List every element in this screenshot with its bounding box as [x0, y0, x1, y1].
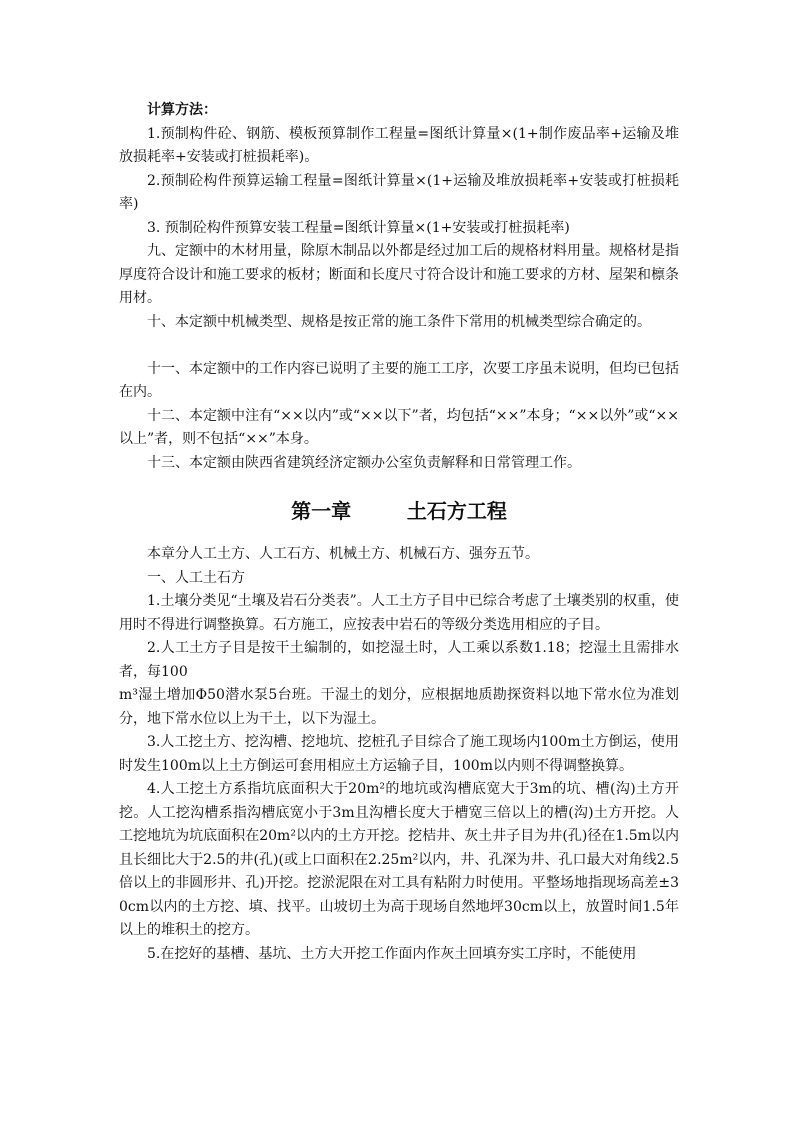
rule-2-part2: m³湿土增加Φ50潜水泵5台班。干湿土的划分，应根据地质勘探资料以地下常水位为准划分，地下常水位以上为干土，以下为湿土。	[119, 687, 679, 727]
calc-item-2: 2.预制砼构件预算运输工程量=图纸计算量×(1+运输及堆放损耗率+安装或打桩损耗率)	[119, 172, 679, 212]
chapter-title: 第一章 土石方工程	[291, 499, 507, 523]
clause-10: 十、本定额中机械类型、规格是按正常的施工条件下常用的机械类型综合确定的。	[147, 313, 651, 330]
calc-item-1: 1.预制构件砼、钢筋、模板预算制作工程量=图纸计算量×(1+制作废品率+运输及堆放损耗率+安装或打桩损耗率)。	[119, 125, 679, 165]
clause-12: 十二、本定额中注有“××以内”或“××以下”者，均包括“××”本身；“××以外”或“××以上”者，则不包括“××”本身。	[119, 407, 679, 447]
rule-4: 4.人工挖土方系指坑底面积大于20m²的地坑或沟槽底宽大于3m的坑、槽(沟)土方开挖。人工挖沟槽系指沟槽底宽小于3m且沟槽长度大于槽宽三倍以上的槽(沟)土方开挖。人工挖地坑为坑底面积在20m²以内的土方开挖。挖桔井、灰土井子目为井(孔)径在1.5m以内且长细比大于2.5的井(孔)(或上口面积在2.25m²以内，井、孔深为井、孔口最大对角线2.5倍以上的非圆形井、孔)开挖。挖淤泥限在对工具有粘附力时使用。平整场地指现场高差±30cm以内的土方挖、填、找平。山坡切土为高于现场自然地坪30cm以上，放置时间1.5年以上的堆积土的挖方。	[119, 781, 679, 938]
rule-2-part1: 2.人工土方子目是按干土编制的，如挖湿土时，人工乘以系数1.18；挖湿土且需排水者，每100	[119, 640, 679, 680]
calc-method-heading: 计算方法：	[147, 102, 217, 118]
rule-5: 5.在挖好的基槽、基坑、土方大开挖工作面内作灰土回填夯实工序时，不能使用	[147, 945, 637, 962]
clause-13: 十三、本定额由陕西省建筑经济定额办公室负责解释和日常管理工作。	[147, 454, 581, 471]
blank-line	[119, 334, 679, 358]
subsection-title: 一、人工土石方	[147, 569, 245, 586]
calc-item-3: 3. 预制砼构件预算安装工程量=图纸计算量×(1+安装或打桩损耗率)	[147, 219, 570, 236]
rule-3: 3.人工挖土方、挖沟槽、挖地坑、挖桩孔子目综合了施工现场内100m土方倒运，使用时发生100m以上土方倒运可套用相应土方运输子目，100m以内则不得调整换算。	[119, 734, 679, 774]
document-body	[119, 99, 679, 966]
rule-1: 1.土壤分类见“土壤及岩石分类表”。人工土方子目中已综合考虑了土壤类别的权重，使用时不得进行调整换算。石方施工，应按表中岩石的等级分类选用相应的子目。	[119, 593, 679, 633]
clause-11: 十一、本定额中的工作内容已说明了主要的施工工序，次要工序虽未说明，但均已包括在内。	[119, 360, 679, 400]
clause-9: 九、定额中的木材用量，除原木制品以外都是经过加工后的规格材料用量。规格材是指厚度符合设计和施工要求的板材；断面和长度尺寸符合设计和施工要求的方材、屋架和檩条用材。	[119, 243, 679, 306]
chapter-intro: 本章分人工土方、人工石方、机械土方、机械石方、强夯五节。	[147, 546, 539, 562]
